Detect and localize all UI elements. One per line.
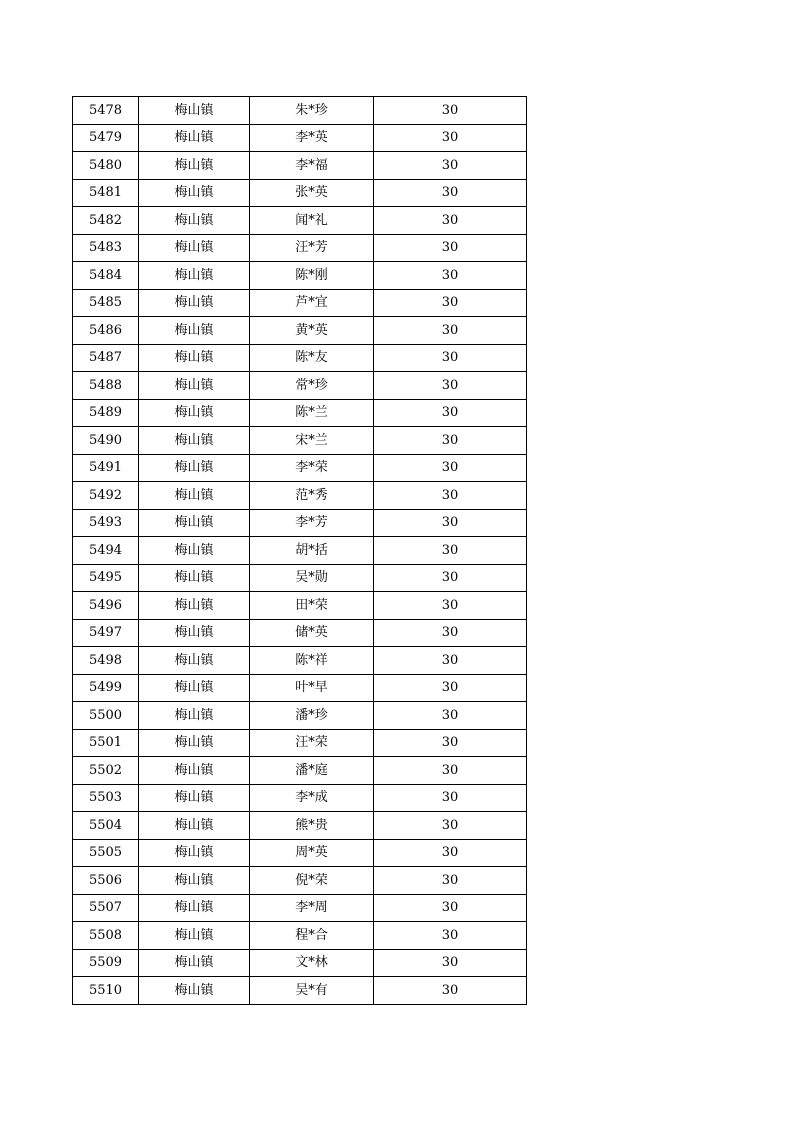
cell-amount: 30: [374, 399, 527, 427]
cell-town: 梅山镇: [139, 262, 250, 290]
cell-amount: 30: [374, 179, 527, 207]
cell-amount: 30: [374, 482, 527, 510]
cell-town: 梅山镇: [139, 592, 250, 620]
cell-town: 梅山镇: [139, 344, 250, 372]
cell-town: 梅山镇: [139, 619, 250, 647]
table-row: [73, 812, 527, 840]
table-row: [73, 867, 527, 895]
cell-town: 梅山镇: [139, 454, 250, 482]
cell-amount: 30: [374, 564, 527, 592]
cell-name: 李*成: [250, 784, 374, 812]
table-row: [73, 922, 527, 950]
data-table: [72, 96, 527, 1005]
cell-town: 梅山镇: [139, 427, 250, 455]
cell-town: 梅山镇: [139, 207, 250, 235]
table-row: [73, 619, 527, 647]
cell-number: 5487: [73, 344, 139, 372]
cell-amount: 30: [374, 234, 527, 262]
table-row: [73, 592, 527, 620]
cell-amount: 30: [374, 344, 527, 372]
table-row: [73, 344, 527, 372]
cell-amount: 30: [374, 702, 527, 730]
cell-town: 梅山镇: [139, 784, 250, 812]
cell-name: 储*英: [250, 619, 374, 647]
cell-number: 5505: [73, 839, 139, 867]
cell-amount: 30: [374, 289, 527, 317]
table-row: [73, 702, 527, 730]
cell-amount: 30: [374, 509, 527, 537]
cell-name: 胡*括: [250, 537, 374, 565]
table-row: [73, 757, 527, 785]
table-row: [73, 949, 527, 977]
cell-number: 5509: [73, 949, 139, 977]
table-row: [73, 262, 527, 290]
cell-number: 5495: [73, 564, 139, 592]
cell-town: 梅山镇: [139, 152, 250, 180]
cell-name: 陈*友: [250, 344, 374, 372]
cell-town: 梅山镇: [139, 124, 250, 152]
cell-amount: 30: [374, 647, 527, 675]
table-row: [73, 317, 527, 345]
cell-name: 潘*庭: [250, 757, 374, 785]
table-row: [73, 537, 527, 565]
table-row: [73, 674, 527, 702]
cell-number: 5491: [73, 454, 139, 482]
cell-number: 5500: [73, 702, 139, 730]
cell-name: 朱*珍: [250, 97, 374, 125]
cell-name: 田*荣: [250, 592, 374, 620]
cell-amount: 30: [374, 977, 527, 1005]
table-row: [73, 729, 527, 757]
cell-amount: 30: [374, 729, 527, 757]
cell-town: 梅山镇: [139, 317, 250, 345]
cell-amount: 30: [374, 317, 527, 345]
cell-amount: 30: [374, 262, 527, 290]
cell-town: 梅山镇: [139, 564, 250, 592]
table-row: [73, 454, 527, 482]
cell-number: 5486: [73, 317, 139, 345]
table-row: [73, 399, 527, 427]
cell-number: 5497: [73, 619, 139, 647]
cell-number: 5506: [73, 867, 139, 895]
cell-amount: 30: [374, 922, 527, 950]
cell-town: 梅山镇: [139, 482, 250, 510]
cell-name: 黄*英: [250, 317, 374, 345]
cell-name: 汪*芳: [250, 234, 374, 262]
cell-amount: 30: [374, 454, 527, 482]
cell-number: 5480: [73, 152, 139, 180]
cell-name: 范*秀: [250, 482, 374, 510]
cell-name: 闻*礼: [250, 207, 374, 235]
cell-town: 梅山镇: [139, 922, 250, 950]
table-row: [73, 289, 527, 317]
table-row: [73, 152, 527, 180]
cell-amount: 30: [374, 97, 527, 125]
cell-amount: 30: [374, 427, 527, 455]
cell-number: 5481: [73, 179, 139, 207]
cell-name: 程*合: [250, 922, 374, 950]
cell-name: 李*福: [250, 152, 374, 180]
cell-town: 梅山镇: [139, 949, 250, 977]
table-row: [73, 647, 527, 675]
cell-number: 5482: [73, 207, 139, 235]
cell-name: 潘*珍: [250, 702, 374, 730]
cell-number: 5499: [73, 674, 139, 702]
table-row: [73, 97, 527, 125]
table-row: [73, 784, 527, 812]
cell-amount: 30: [374, 619, 527, 647]
table-row: [73, 179, 527, 207]
cell-town: 梅山镇: [139, 757, 250, 785]
cell-name: 陈*兰: [250, 399, 374, 427]
cell-name: 倪*荣: [250, 867, 374, 895]
cell-name: 李*芳: [250, 509, 374, 537]
cell-name: 李*荣: [250, 454, 374, 482]
cell-name: 张*英: [250, 179, 374, 207]
cell-name: 汪*荣: [250, 729, 374, 757]
cell-name: 常*珍: [250, 372, 374, 400]
cell-number: 5485: [73, 289, 139, 317]
cell-name: 吴*勋: [250, 564, 374, 592]
cell-amount: 30: [374, 372, 527, 400]
cell-town: 梅山镇: [139, 867, 250, 895]
cell-name: 宋*兰: [250, 427, 374, 455]
cell-number: 5484: [73, 262, 139, 290]
cell-town: 梅山镇: [139, 812, 250, 840]
cell-town: 梅山镇: [139, 729, 250, 757]
cell-number: 5502: [73, 757, 139, 785]
cell-town: 梅山镇: [139, 977, 250, 1005]
cell-amount: 30: [374, 207, 527, 235]
cell-amount: 30: [374, 592, 527, 620]
cell-number: 5498: [73, 647, 139, 675]
cell-town: 梅山镇: [139, 674, 250, 702]
cell-number: 5504: [73, 812, 139, 840]
cell-name: 熊*贵: [250, 812, 374, 840]
cell-name: 周*英: [250, 839, 374, 867]
cell-name: 陈*祥: [250, 647, 374, 675]
cell-number: 5510: [73, 977, 139, 1005]
cell-town: 梅山镇: [139, 234, 250, 262]
cell-number: 5496: [73, 592, 139, 620]
table-row: [73, 124, 527, 152]
table-row: [73, 207, 527, 235]
cell-town: 梅山镇: [139, 509, 250, 537]
table-row: [73, 372, 527, 400]
cell-town: 梅山镇: [139, 399, 250, 427]
cell-number: 5493: [73, 509, 139, 537]
table-row: [73, 839, 527, 867]
cell-name: 李*英: [250, 124, 374, 152]
cell-amount: 30: [374, 812, 527, 840]
cell-number: 5488: [73, 372, 139, 400]
cell-number: 5501: [73, 729, 139, 757]
table-row: [73, 894, 527, 922]
cell-town: 梅山镇: [139, 702, 250, 730]
cell-name: 文*林: [250, 949, 374, 977]
cell-number: 5503: [73, 784, 139, 812]
cell-town: 梅山镇: [139, 372, 250, 400]
table-body: [73, 97, 527, 1005]
cell-number: 5479: [73, 124, 139, 152]
cell-amount: 30: [374, 867, 527, 895]
cell-name: 李*周: [250, 894, 374, 922]
cell-amount: 30: [374, 537, 527, 565]
cell-number: 5507: [73, 894, 139, 922]
cell-number: 5478: [73, 97, 139, 125]
table-row: [73, 234, 527, 262]
cell-name: 叶*早: [250, 674, 374, 702]
cell-number: 5494: [73, 537, 139, 565]
cell-name: 芦*宜: [250, 289, 374, 317]
cell-name: 吴*有: [250, 977, 374, 1005]
table-row: [73, 427, 527, 455]
cell-amount: 30: [374, 674, 527, 702]
cell-number: 5483: [73, 234, 139, 262]
cell-amount: 30: [374, 839, 527, 867]
cell-amount: 30: [374, 757, 527, 785]
cell-name: 陈*刚: [250, 262, 374, 290]
cell-amount: 30: [374, 152, 527, 180]
table-row: [73, 564, 527, 592]
cell-town: 梅山镇: [139, 839, 250, 867]
cell-town: 梅山镇: [139, 289, 250, 317]
cell-number: 5489: [73, 399, 139, 427]
cell-amount: 30: [374, 784, 527, 812]
table-row: [73, 977, 527, 1005]
cell-number: 5492: [73, 482, 139, 510]
table-row: [73, 482, 527, 510]
cell-number: 5490: [73, 427, 139, 455]
cell-town: 梅山镇: [139, 97, 250, 125]
cell-town: 梅山镇: [139, 179, 250, 207]
cell-number: 5508: [73, 922, 139, 950]
cell-amount: 30: [374, 949, 527, 977]
table-row: [73, 509, 527, 537]
cell-town: 梅山镇: [139, 537, 250, 565]
cell-town: 梅山镇: [139, 894, 250, 922]
cell-amount: 30: [374, 124, 527, 152]
cell-amount: 30: [374, 894, 527, 922]
cell-town: 梅山镇: [139, 647, 250, 675]
